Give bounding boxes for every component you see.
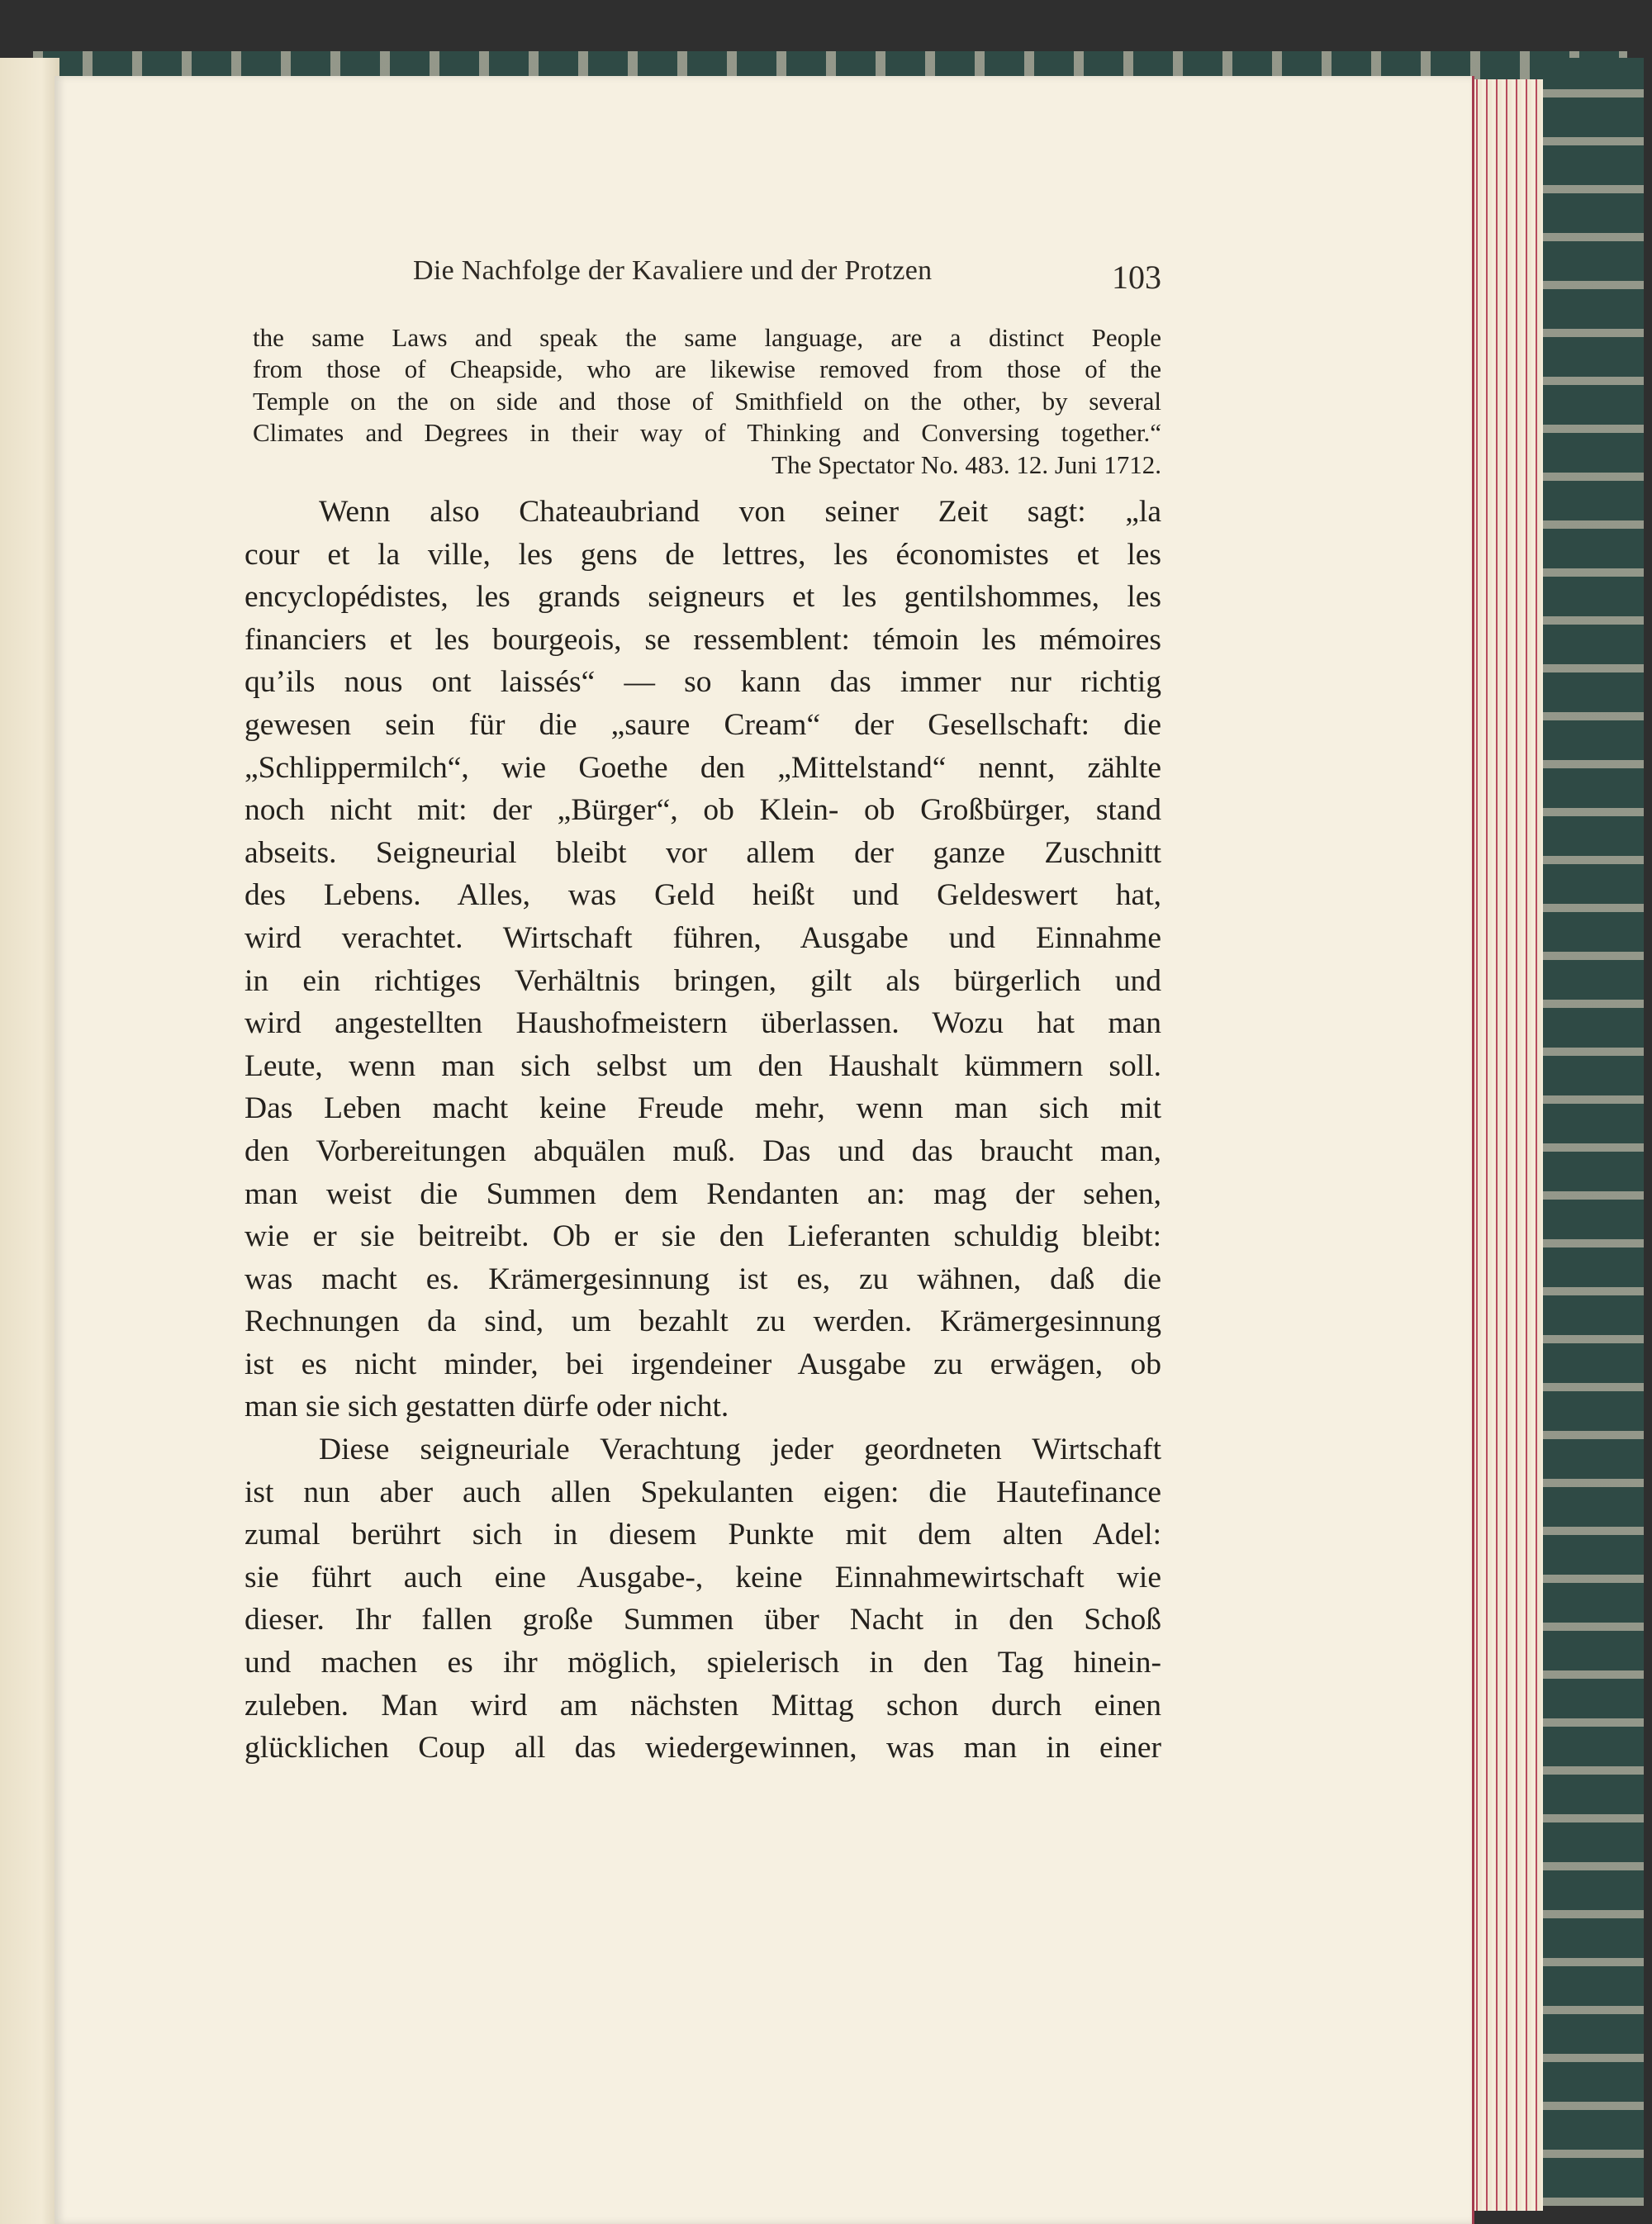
text-line: cour et la ville, les gens de lettres, les économistes et les (244, 537, 1161, 572)
text-line: zumal berührt sich in diesem Punkte mit dem alten Adel: (244, 1518, 1161, 1552)
text-line: wird verachtet. Wirtschaft führen, Ausgabe und Einnahme (244, 920, 1161, 955)
text-line: financiers et les bourgeois, se ressemblent: témoin les mémoires (244, 622, 1161, 657)
text-line: encyclopédistes, les grands seigneurs et les gentilshommes, les (244, 580, 1161, 615)
text-line: gewesen sein für die „saure Cream“ der Gesellschaft: die (244, 707, 1161, 742)
paragraph-1 (244, 491, 1161, 1428)
quote-line: the same Laws and speak the same language, are a distinct People (253, 323, 1161, 352)
text-line: man sie sich gestatten dürfe oder nicht. (244, 1390, 729, 1424)
text-line: was macht es. Krämergesinnung ist es, zu wähnen, daß die (244, 1262, 1161, 1296)
text-line: den Vorbereitungen abquälen muß. Das und das braucht man, (244, 1133, 1161, 1168)
quote-line: Climates and Degrees in their way of Thinking and Conversing together.“ (253, 418, 1161, 448)
block-quote (253, 322, 1161, 449)
running-head: Die Nachfolge der Kavaliere und der Protzen (413, 255, 933, 286)
text-line: man weist die Summen dem Rendanten an: mag der sehen, (244, 1176, 1161, 1211)
page-block-edges (1472, 79, 1543, 2211)
text-line: noch nicht mit: der „Bürger“, ob Klein- ob Großbürger, stand (244, 793, 1161, 828)
text-line: „Schlippermilch“, wie Goethe den „Mittelstand“ nennt, zählte (244, 750, 1161, 785)
page-header (244, 255, 1161, 297)
text-line: Wenn also Chateaubriand von seiner Zeit sagt: „la (319, 495, 1161, 529)
text-line: ist nun aber auch allen Spekulanten eigen: die Hautefinance (244, 1475, 1161, 1509)
text-line: Diese seigneuriale Verachtung jeder geordneten Wirtschaft (319, 1433, 1161, 1467)
quote-line: from those of Cheapside, who are likewise removed from those of the (253, 354, 1161, 384)
text-line: und machen es ihr möglich, spielerisch in den Tag hinein- (244, 1646, 1161, 1680)
text-line: qu’ils nous ont laissés“ — so kann das immer nur richtig (244, 665, 1161, 700)
page-number: 103 (1112, 259, 1161, 296)
facing-page-edge (0, 58, 59, 2224)
text-line: glücklichen Coup all das wiedergewinnen, was man in einer (244, 1731, 1161, 1765)
text-line: wie er sie beitreibt. Ob er sie den Lieferanten schuldig bleibt: (244, 1219, 1161, 1254)
body-text (244, 491, 1161, 1770)
text-line: Das Leben macht keine Freude mehr, wenn man sich mit (244, 1091, 1161, 1126)
text-line: wird angestellten Haushofmeistern überlassen. Wozu hat man (244, 1006, 1161, 1041)
text-line: Rechnungen da sind, um bezahlt zu werden. Krämergesinnung (244, 1304, 1161, 1339)
text-line: des Lebens. Alles, was Geld heißt und Geldeswert hat, (244, 878, 1161, 913)
text-line: sie führt auch eine Ausgabe-, keine Einnahmewirtschaft wie (244, 1560, 1161, 1594)
text-line: Leute, wenn man sich selbst um den Haushalt kümmern soll. (244, 1048, 1161, 1083)
paragraph-2 (244, 1428, 1161, 1770)
text-line: zuleben. Man wird am nächsten Mittag schon durch einen (244, 1688, 1161, 1723)
text-line: ist es nicht minder, bei irgendeiner Ausgabe zu erwägen, ob (244, 1347, 1161, 1381)
text-line: dieser. Ihr fallen große Summen über Nacht in den Schoß (244, 1603, 1161, 1637)
quote-line: Temple on the on side and those of Smithfield on the other, by several (253, 386, 1161, 416)
text-line: abseits. Seigneurial bleibt vor allem der ganze Zuschnitt (244, 835, 1161, 870)
book-cover-right-edge (1536, 58, 1644, 2206)
quote-source: The Spectator No. 483. 12. Juni 1712. (771, 450, 1161, 479)
text-line: in ein richtiges Verhältnis bringen, gilt als bürgerlich und (244, 963, 1161, 998)
